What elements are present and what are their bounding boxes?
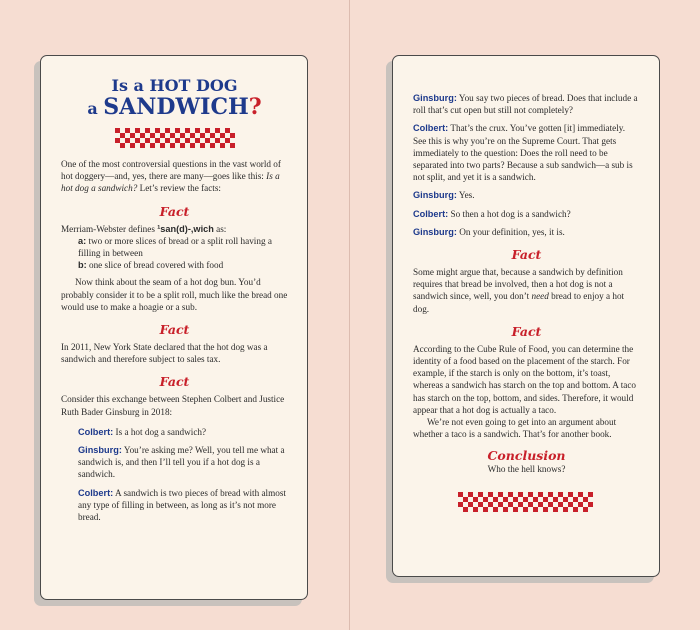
checker-square — [513, 507, 518, 512]
ny-paragraph: In 2011, New York State declared that the hot dog was a sandwich and therefore subject to sales tax. — [61, 342, 268, 365]
checker-square — [225, 138, 230, 143]
checker-square — [220, 133, 225, 138]
checker-square — [508, 492, 513, 497]
checker-square — [528, 502, 533, 507]
checker-square — [498, 502, 503, 507]
checker-square — [468, 502, 473, 507]
dialog-line — [413, 226, 640, 238]
checker-square — [543, 507, 548, 512]
argue-italic: need — [531, 291, 549, 302]
definition-a — [61, 235, 288, 259]
checker-square — [518, 492, 523, 497]
conclusion-text: Who the hell knows? — [487, 464, 566, 475]
definition-b — [61, 259, 288, 271]
checker-square — [130, 143, 135, 148]
dialog-text: So then a hot dog is a sandwich? — [450, 208, 571, 219]
title-question-mark: ? — [248, 94, 262, 120]
checker-square — [175, 128, 180, 133]
checker-square — [473, 497, 478, 502]
checker-square — [588, 502, 593, 507]
checker-square — [463, 497, 468, 502]
checker-square — [140, 133, 145, 138]
checker-square — [125, 138, 130, 143]
checker-square — [120, 143, 125, 148]
page-title — [61, 78, 288, 118]
checker-square — [185, 138, 190, 143]
left-card — [40, 55, 308, 600]
title-line-1: Is a HOT DOG — [111, 76, 238, 95]
intro-paragraph — [61, 158, 288, 195]
mw-word: ¹san(d)-,wich — [157, 223, 214, 234]
checker-square — [215, 138, 220, 143]
checker-square — [155, 138, 160, 143]
cube-paragraph: According to the Cube Rule of Food, you can determine the identity of a food based on the placement of the starch. For example, if the starch is only on the bottom, it’s toast, whereas a sandwich has starch on the top and bottom. A taco has starch on the top, bottom, and sides. Therefore, it would appear that a hot dog is actually a taco. — [413, 343, 636, 415]
fact-heading: Fact — [159, 203, 190, 219]
taco-paragraph: We’re not even going to get into an argument about whether a taco is a sandwich. That’s for another book. — [413, 417, 617, 440]
argue-paragraph — [413, 266, 640, 315]
dialog-text: That’s the crux. You’ve gotten [it] immediately. See this is why you’re on the Supreme Court. That gets immediately to the question: Does the roll need to be separated into two parts? Because a sub sandwich—a sub is not split, and yet it is a sandwich. — [413, 123, 633, 183]
checker-square — [210, 133, 215, 138]
fact-heading: Fact — [511, 323, 542, 339]
checker-square — [538, 492, 543, 497]
speaker-label: Colbert: — [78, 487, 114, 498]
checker-square — [195, 138, 200, 143]
seam-paragraph: Now think about the seam of a hot dog bun. You’d probably consider it to be a split roll, much like the bread one would use to make a hoagie or a sub. — [61, 277, 288, 312]
checker-square — [588, 492, 593, 497]
checker-square — [523, 497, 528, 502]
speaker-label: Colbert: — [413, 123, 449, 134]
checker-square — [493, 507, 498, 512]
checker-square — [533, 497, 538, 502]
checker-square — [483, 497, 488, 502]
dialog-text: You’re asking me? Well, you tell me what a sandwich is, and then I’ll tell you if a hot dog is a sandwich. — [78, 445, 285, 480]
intro-end: Let’s review the facts: — [139, 183, 221, 194]
checker-square — [543, 497, 548, 502]
speaker-label: Ginsburg: — [413, 226, 457, 237]
speaker-label: Colbert: — [78, 426, 114, 437]
conclusion-heading: Conclusion — [487, 448, 566, 464]
checker-square — [170, 143, 175, 148]
checker-square — [468, 492, 473, 497]
checker-square — [578, 492, 583, 497]
checker-square — [225, 128, 230, 133]
checker-square — [145, 128, 150, 133]
checker-square — [568, 502, 573, 507]
argue-start: Some might argue that, because a sandwich by definition requires that bread be involved, then a hot dog is not a sandwich since, well, you don’t — [413, 267, 623, 302]
checker-square — [583, 497, 588, 502]
checkered-divider — [413, 492, 640, 512]
checker-square — [125, 128, 130, 133]
dialog-line — [413, 92, 640, 116]
checker-square — [558, 492, 563, 497]
checker-pattern — [115, 128, 235, 148]
checker-square — [488, 492, 493, 497]
checker-square — [578, 502, 583, 507]
title-line-2 — [61, 96, 288, 118]
speaker-label: Ginsburg: — [413, 93, 457, 103]
checker-square — [230, 143, 235, 148]
checker-square — [583, 507, 588, 512]
checker-square — [563, 507, 568, 512]
fact-heading: Fact — [159, 374, 190, 390]
checker-square — [155, 128, 160, 133]
checker-square — [518, 502, 523, 507]
checker-square — [458, 492, 463, 497]
checker-square — [165, 138, 170, 143]
checker-square — [513, 497, 518, 502]
checker-square — [473, 507, 478, 512]
dialog-text: On your definition, yes, it is. — [459, 226, 565, 237]
dialog-line — [61, 487, 288, 524]
checker-square — [150, 133, 155, 138]
checker-square — [458, 502, 463, 507]
checker-square — [533, 507, 538, 512]
checker-square — [548, 492, 553, 497]
checker-square — [573, 507, 578, 512]
checker-square — [190, 133, 195, 138]
definition-intro — [61, 223, 288, 235]
checker-square — [498, 492, 503, 497]
checker-square — [493, 497, 498, 502]
dialog-text: Yes. — [458, 190, 475, 201]
checker-square — [190, 143, 195, 148]
argue-end: bread to enjoy a hot dog. — [413, 291, 625, 314]
checker-square — [553, 497, 558, 502]
checker-square — [215, 128, 220, 133]
checker-square — [483, 507, 488, 512]
checker-square — [150, 143, 155, 148]
checker-square — [463, 507, 468, 512]
speaker-label: Colbert: — [413, 208, 449, 219]
checker-square — [478, 492, 483, 497]
def-a-text: two or more slices of bread or a split roll having a filling in between — [78, 235, 272, 259]
checker-square — [185, 128, 190, 133]
checker-square — [135, 128, 140, 133]
dialog-line — [413, 122, 640, 183]
checker-square — [205, 128, 210, 133]
checker-square — [165, 128, 170, 133]
checker-square — [488, 502, 493, 507]
checker-square — [503, 497, 508, 502]
checker-square — [503, 507, 508, 512]
checker-square — [230, 133, 235, 138]
dialog-line — [61, 444, 288, 481]
dialog-text: Is a hot dog a sandwich? — [115, 426, 207, 437]
checker-square — [175, 138, 180, 143]
checker-square — [220, 143, 225, 148]
checker-square — [160, 143, 165, 148]
checker-square — [210, 143, 215, 148]
checker-square — [200, 143, 205, 148]
checkered-divider — [61, 128, 288, 148]
def-b-text: one slice of bread covered with food — [88, 260, 224, 271]
fact-heading: Fact — [159, 322, 190, 338]
right-card — [392, 55, 660, 577]
checker-square — [145, 138, 150, 143]
dialog-line — [413, 189, 640, 201]
checker-square — [205, 138, 210, 143]
title-prefix: a — [87, 99, 98, 118]
checker-square — [140, 143, 145, 148]
checker-square — [160, 133, 165, 138]
checker-pattern — [458, 492, 596, 512]
checker-square — [563, 497, 568, 502]
checker-square — [523, 507, 528, 512]
checker-square — [508, 502, 513, 507]
checker-square — [120, 133, 125, 138]
speaker-label: Ginsburg: — [78, 445, 122, 456]
dialog-line — [61, 426, 288, 438]
checker-square — [558, 502, 563, 507]
checker-square — [478, 502, 483, 507]
dialog-text: You say two pieces of bread. Does that include a roll that’s cut open but still not completely? — [413, 93, 638, 116]
title-sandwich: SANDWICH — [103, 94, 249, 120]
exchange-paragraph: Consider this exchange between Stephen Colbert and Justice Ruth Bader Ginsburg in 2018: — [61, 394, 285, 417]
checker-square — [568, 492, 573, 497]
checker-square — [573, 497, 578, 502]
intro-question: Is a hot dog a sandwich? — [61, 171, 280, 194]
checker-square — [538, 502, 543, 507]
dialog-line — [413, 208, 640, 220]
checker-square — [170, 133, 175, 138]
checker-square — [553, 507, 558, 512]
def-b-label: b: — [78, 260, 87, 271]
dialog-text: A sandwich is two pieces of bread with almost any type of filling in between, as long as it’s not more bread. — [78, 487, 286, 523]
checker-square — [548, 502, 553, 507]
def-a-label: a: — [78, 235, 87, 246]
checker-square — [135, 138, 140, 143]
checker-square — [115, 138, 120, 143]
book-spine — [349, 0, 350, 630]
speaker-label: Ginsburg: — [413, 190, 457, 201]
intro-text: One of the most controversial questions in the vast world of hot doggery—and, yes, there are many—goes like this: — [61, 159, 281, 182]
checker-square — [528, 492, 533, 497]
checker-square — [200, 133, 205, 138]
checker-square — [115, 128, 120, 133]
checker-square — [180, 133, 185, 138]
checker-square — [195, 128, 200, 133]
checker-square — [130, 133, 135, 138]
checker-square — [180, 143, 185, 148]
mw-intro: Merriam-Webster defines — [61, 223, 158, 234]
fact-heading: Fact — [511, 247, 542, 263]
mw-end: as: — [213, 223, 227, 234]
